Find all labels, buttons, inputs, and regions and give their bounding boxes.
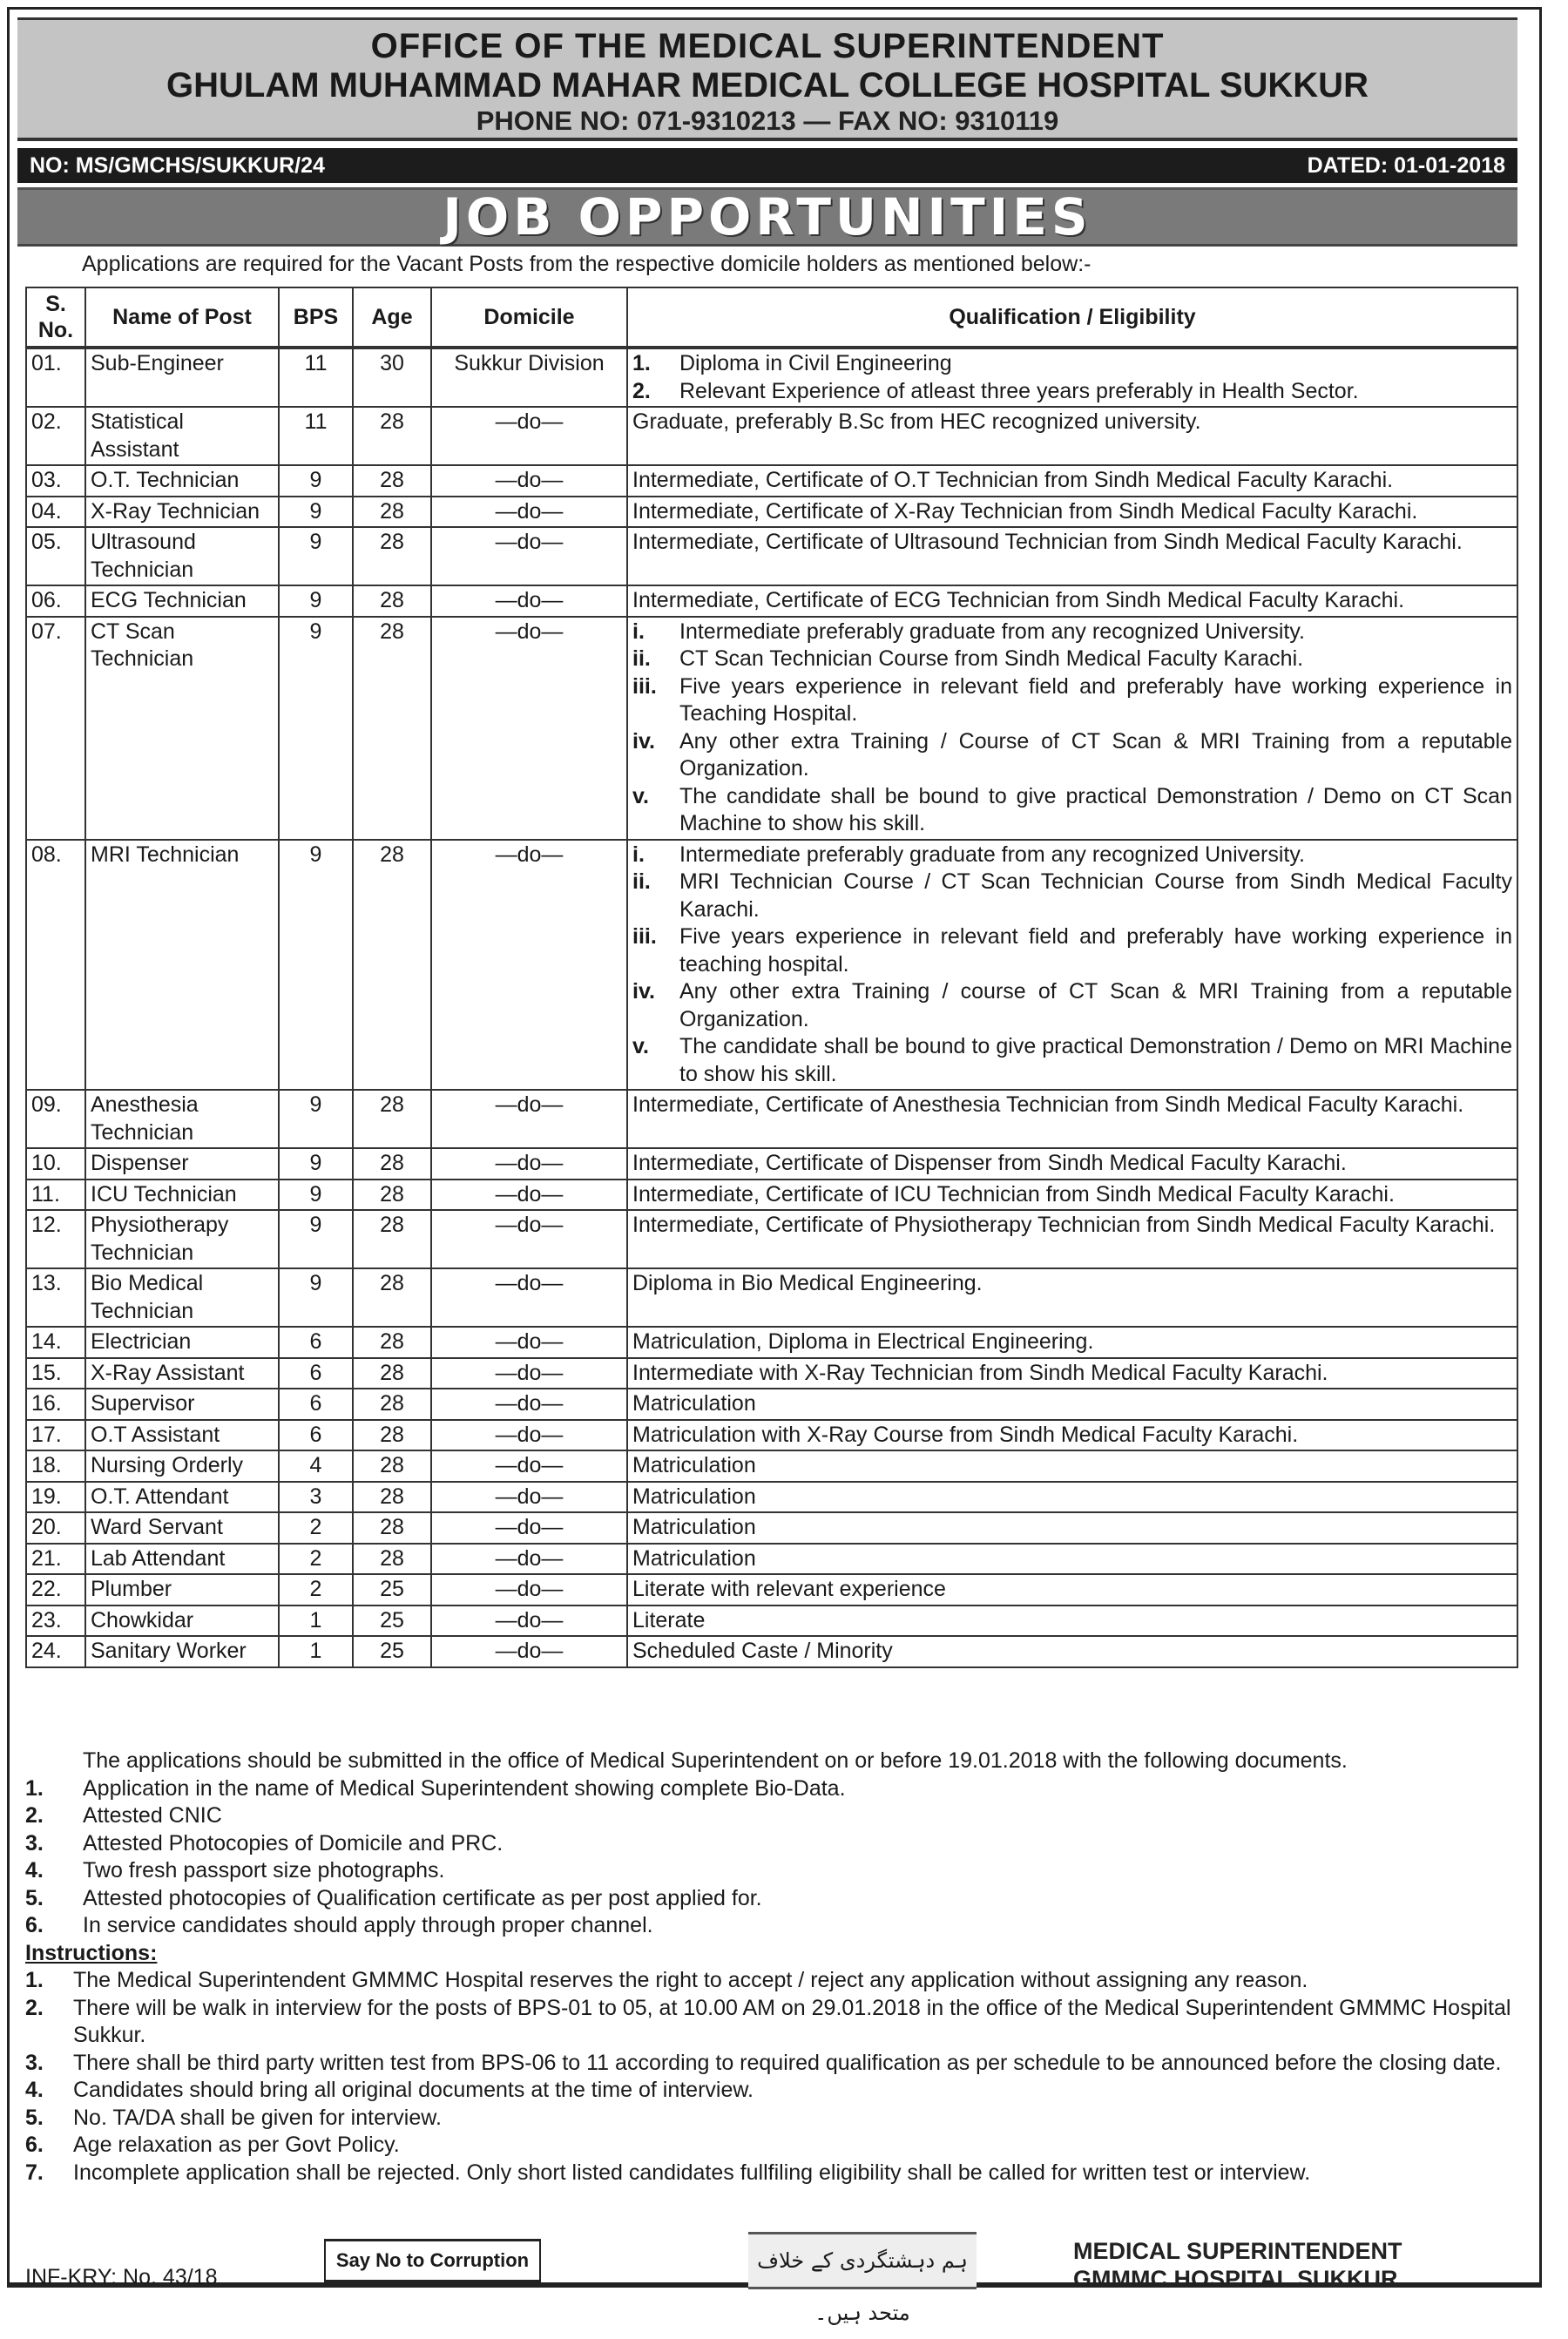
table-row [26,1420,1517,1451]
list-item [25,1830,1524,1858]
table-row [26,617,1517,840]
cell-qualification: Matriculation [627,1389,1517,1420]
list-item [25,2105,1524,2133]
cell-bps: 2 [279,1512,353,1544]
list-number: 3. [25,2050,44,2075]
list-text: Application in the name of Medical Superintendent showing complete Bio-Data. [83,1775,846,1801]
list-text: There shall be third party written test from BPS-06 to 11 according to required qualification as per schedule to be announced before the closing date. [73,2050,1502,2075]
table-row [26,1574,1517,1606]
item-text: MRI Technician Course / CT Scan Technician Course from Sindh Medical Faculty Karachi. [679,869,1512,922]
cell-bps: 9 [279,1148,353,1180]
cell-qualification [627,617,1517,840]
cell-sno: 15. [26,1358,85,1389]
cell-post: Chowkidar [85,1606,279,1637]
table-row [26,1148,1517,1180]
cell-age: 28 [353,1358,431,1389]
say-no-to-corruption-badge: Say No to Corruption [324,2239,541,2282]
cell-age: 28 [353,585,431,617]
table-row [26,1450,1517,1482]
cell-sno: 12. [26,1210,85,1268]
item-text: Any other extra Training / Course of CT Scan & MRI Training from a reputable Organization. [679,728,1512,781]
cell-domicile: —do— [431,1327,627,1358]
list-number: 5. [25,1885,44,1910]
cell-post: Nursing Orderly [85,1450,279,1482]
office-title: OFFICE OF THE MEDICAL SUPERINTENDENT [370,27,1165,65]
list-item [25,2077,1524,2105]
list-number: 2. [25,1803,44,1828]
cell-bps: 6 [279,1420,353,1451]
cell-domicile: —do— [431,407,627,465]
cell-age: 28 [353,1090,431,1148]
table-row [26,1389,1517,1420]
cell-domicile: —do— [431,1482,627,1513]
item-marker: iv. [632,979,655,1004]
cell-post: MRI Technician [85,840,279,1091]
table-row [26,497,1517,528]
signatory [1073,2237,1402,2293]
cell-bps: 11 [279,348,353,407]
cell-qualification: Scheduled Caste / Minority [627,1636,1517,1667]
urdu-slogan-badge: ہم دہشتگردی کے خلاف متحد ہیں۔ [748,2232,977,2289]
cell-domicile: Sukkur Division [431,348,627,407]
cell-qualification: Intermediate, Certificate of Dispenser from Sindh Medical Faculty Karachi. [627,1148,1517,1180]
list-item [25,1857,1524,1885]
cell-sno: 24. [26,1636,85,1667]
cell-post: Statistical Assistant [85,407,279,465]
page-title: JOB OPPORTUNITIES [443,187,1092,247]
item-marker: i. [632,619,645,644]
cell-age: 25 [353,1606,431,1637]
contact-line: PHONE NO: 071-9310213 — FAX NO: 9310119 [476,105,1059,136]
table-row [26,1090,1517,1148]
item-marker: ii. [632,646,651,671]
cell-sno: 06. [26,585,85,617]
header-post: Name of Post [85,287,279,348]
cell-post: X-Ray Technician [85,497,279,528]
list-text: Attested photocopies of Qualification certificate as per post applied for. [83,1885,762,1910]
cell-bps: 2 [279,1574,353,1606]
cell-qualification [627,840,1517,1091]
list-number: 1. [25,1775,44,1801]
table-row [26,1544,1517,1575]
cell-qualification: Intermediate with X-Ray Technician from Sindh Medical Faculty Karachi. [627,1358,1517,1389]
table-row [26,1327,1517,1358]
cell-age: 28 [353,1420,431,1451]
cell-post: O.T Assistant [85,1420,279,1451]
cell-post: Dispenser [85,1148,279,1180]
cell-domicile: —do— [431,1420,627,1451]
cell-age: 25 [353,1574,431,1606]
list-text: Attested CNIC [83,1803,222,1828]
cell-post: Ward Servant [85,1512,279,1544]
item-marker: ii. [632,869,651,894]
cell-bps: 9 [279,840,353,1091]
list-text: In service candidates should apply through proper channel. [83,1913,653,1937]
cell-bps: 9 [279,585,353,617]
cell-bps: 9 [279,527,353,585]
intro-text: Applications are required for the Vacant Posts from the respective domicile holders as mentioned below:- [82,252,1092,276]
list-number: 6. [25,2133,44,2157]
cell-qualification [627,348,1517,407]
qualification-item [632,923,1512,978]
list-text: Two fresh passport size photographs. [83,1858,445,1883]
list-item [25,1885,1524,1913]
item-marker: v. [632,1034,649,1058]
cell-bps: 9 [279,1180,353,1211]
cell-age: 28 [353,1482,431,1513]
list-number: 1. [25,1968,44,1992]
cell-bps: 6 [279,1358,353,1389]
cell-sno: 02. [26,407,85,465]
cell-domicile: —do— [431,1636,627,1667]
cell-domicile: —do— [431,1450,627,1482]
cell-age: 28 [353,407,431,465]
cell-qualification: Intermediate, Certificate of X-Ray Technician from Sindh Medical Faculty Karachi. [627,497,1517,528]
cell-sno: 04. [26,497,85,528]
item-text: Intermediate preferably graduate from any recognized University. [679,619,1305,644]
cell-post: Supervisor [85,1389,279,1420]
list-text: No. TA/DA shall be given for interview. [73,2105,442,2130]
hospital-name: GHULAM MUHAMMAD MAHAR MEDICAL COLLEGE HOSPITAL SUKKUR [166,66,1369,105]
list-number: 7. [25,2160,44,2185]
table-row [26,1482,1517,1513]
cell-bps: 2 [279,1544,353,1575]
cell-sno: 09. [26,1090,85,1148]
table-row [26,1358,1517,1389]
cell-domicile: —do— [431,1090,627,1148]
office-header [17,17,1517,141]
cell-qualification: Matriculation [627,1482,1517,1513]
qualification-item [632,350,1512,378]
list-item [25,1775,1524,1803]
list-number: 4. [25,2078,44,2102]
cell-sno: 16. [26,1389,85,1420]
cell-post: Lab Attendant [85,1544,279,1575]
list-number: 4. [25,1858,44,1883]
qualification-item [632,783,1512,838]
cell-domicile: —do— [431,527,627,585]
cell-bps: 9 [279,1268,353,1327]
cell-sno: 17. [26,1420,85,1451]
item-marker: iii. [632,924,657,949]
cell-qualification: Matriculation [627,1450,1517,1482]
cell-post: Ultrasound Technician [85,527,279,585]
cell-post: Anesthesia Technician [85,1090,279,1148]
cell-post: Sanitary Worker [85,1636,279,1667]
cell-sno: 18. [26,1450,85,1482]
cell-sno: 20. [26,1512,85,1544]
table-row [26,585,1517,617]
list-number: 2. [25,1995,44,2020]
cell-age: 28 [353,1450,431,1482]
header-sno: S. No. [26,287,85,348]
cell-post: Electrician [85,1327,279,1358]
list-item [25,1802,1524,1830]
table-header-row [26,287,1517,348]
item-text: CT Scan Technician Course from Sindh Medical Faculty Karachi. [679,646,1304,671]
cell-bps: 11 [279,407,353,465]
qualification-item [632,619,1512,646]
reference-bar [17,148,1517,183]
cell-age: 28 [353,617,431,840]
item-text: The candidate shall be bound to give practical Demonstration / Demo on MRI Machine to show his skill. [679,1034,1512,1086]
item-marker: 2. [632,378,651,403]
item-marker: i. [632,842,645,867]
table-row [26,840,1517,1091]
reference-number: NO: MS/GMCHS/SUKKUR/24 [30,153,325,178]
cell-sno: 11. [26,1180,85,1211]
cell-domicile: —do— [431,585,627,617]
table-row [26,1512,1517,1544]
cell-domicile: —do— [431,497,627,528]
item-marker: iii. [632,673,657,699]
list-number: 3. [25,1830,44,1856]
cell-age: 28 [353,465,431,497]
header-bps: BPS [279,287,353,348]
footer [25,2238,1524,2325]
cell-domicile: —do— [431,617,627,840]
documents-list [25,1775,1524,1940]
cell-domicile: —do— [431,1210,627,1268]
cell-qualification: Matriculation with X-Ray Course from Sindh Medical Faculty Karachi. [627,1420,1517,1451]
cell-age: 25 [353,1636,431,1667]
table-row [26,1606,1517,1637]
cell-age: 28 [353,1327,431,1358]
list-item [25,1995,1524,2050]
cell-bps: 6 [279,1389,353,1420]
item-text: Diploma in Civil Engineering [679,351,952,375]
cell-domicile: —do— [431,1606,627,1637]
list-item [25,1967,1524,1995]
cell-sno: 14. [26,1327,85,1358]
cell-sno: 08. [26,840,85,1091]
list-text: Age relaxation as per Govt Policy. [73,2133,400,2157]
qualification-item [632,842,1512,869]
cell-post: O.T. Technician [85,465,279,497]
cell-sno: 21. [26,1544,85,1575]
cell-domicile: —do— [431,1512,627,1544]
instructions-heading: Instructions: [25,1940,158,1965]
list-number: 6. [25,1913,44,1937]
cell-domicile: —do— [431,1574,627,1606]
cell-domicile: —do— [431,465,627,497]
signatory-office: GMMMC HOSPITAL SUKKUR [1073,2266,1398,2292]
list-item [25,1912,1524,1940]
table-row [26,1180,1517,1211]
cell-sno: 01. [26,348,85,407]
item-text: The candidate shall be bound to give practical Demonstration / Demo on CT Scan Machine to show his skill. [679,783,1512,835]
cell-domicile: —do— [431,1544,627,1575]
list-item [25,2050,1524,2078]
cell-sno: 23. [26,1606,85,1637]
item-text: Five years experience in relevant field and preferably have working experience in teaching hospital. [679,924,1512,977]
reference-date: DATED: 01-01-2018 [1307,153,1505,178]
qualification-item [632,728,1512,783]
cell-qualification: Intermediate, Certificate of O.T Technician from Sindh Medical Faculty Karachi. [627,465,1517,497]
cell-bps: 1 [279,1636,353,1667]
table-row [26,1210,1517,1268]
cell-bps: 9 [279,617,353,840]
table-row [26,1636,1517,1667]
cell-post: Bio Medical Technician [85,1268,279,1327]
cell-domicile: —do— [431,1389,627,1420]
list-item [25,2132,1524,2160]
list-number: 5. [25,2105,44,2130]
cell-bps: 3 [279,1482,353,1513]
cell-bps: 6 [279,1327,353,1358]
item-text: Five years experience in relevant field and preferably have working experience in Teaching Hospital. [679,673,1512,726]
instructions-list [25,1967,1524,2187]
cell-sno: 19. [26,1482,85,1513]
list-text: There will be walk in interview for the posts of BPS-01 to 05, at 10.00 AM on 29.01.2018 in the office of the Medical Superintendent GMMMC Hospital Sukkur. [73,1995,1511,2047]
cell-bps: 9 [279,497,353,528]
cell-bps: 9 [279,1210,353,1268]
cell-qualification: Intermediate, Certificate of ECG Technician from Sindh Medical Faculty Karachi. [627,585,1517,617]
cell-age: 28 [353,1544,431,1575]
cell-sno: 05. [26,527,85,585]
cell-bps: 4 [279,1450,353,1482]
cell-age: 28 [353,1210,431,1268]
signatory-title: MEDICAL SUPERINTENDENT [1073,2238,1402,2264]
cell-post: CT Scan Technician [85,617,279,840]
cell-qualification: Matriculation [627,1544,1517,1575]
cell-sno: 03. [26,465,85,497]
qualification-item [632,673,1512,728]
list-text: The Medical Superintendent GMMMC Hospital reserves the right to accept / reject any application without assigning any reason. [73,1968,1308,1992]
qualification-item [632,869,1512,923]
qualification-item [632,646,1512,673]
cell-post: Sub-Engineer [85,348,279,407]
cell-qualification: Intermediate, Certificate of Physiotherapy Technician from Sindh Medical Faculty Karachi. [627,1210,1517,1268]
cell-domicile: —do— [431,840,627,1091]
cell-bps: 9 [279,465,353,497]
cell-bps: 1 [279,1606,353,1637]
cell-bps: 9 [279,1090,353,1148]
cell-age: 28 [353,527,431,585]
cell-post: Physiotherapy Technician [85,1210,279,1268]
cell-age: 28 [353,497,431,528]
item-text: Intermediate preferably graduate from any recognized University. [679,842,1305,867]
cell-age: 28 [353,1512,431,1544]
documents-and-instructions [25,1747,1524,2187]
table-row [26,1268,1517,1327]
cell-sno: 10. [26,1148,85,1180]
documents-intro: The applications should be submitted in the office of Medical Superintendent on or before 19.01.2018 with the following documents. [83,1748,1348,1773]
list-text: Candidates should bring all original documents at the time of interview. [73,2078,754,2102]
cell-qualification: Matriculation, Diploma in Electrical Engineering. [627,1327,1517,1358]
table-row [26,465,1517,497]
cell-sno: 22. [26,1574,85,1606]
cell-age: 30 [353,348,431,407]
cell-qualification: Intermediate, Certificate of Anesthesia Technician from Sindh Medical Faculty Karachi. [627,1090,1517,1148]
cell-post: O.T. Attendant [85,1482,279,1513]
list-text: Incomplete application shall be rejected. Only short listed candidates fullfiling eligibility shall be called for written test or interview. [73,2160,1311,2185]
item-text: Any other extra Training / course of CT Scan & MRI Training from a reputable Organization. [679,979,1512,1031]
item-marker: v. [632,783,649,808]
cell-qualification: Literate with relevant experience [627,1574,1517,1606]
qualification-item [632,378,1512,406]
cell-qualification: Matriculation [627,1512,1517,1544]
cell-sno: 13. [26,1268,85,1327]
table-row [26,407,1517,465]
cell-domicile: —do— [431,1268,627,1327]
cell-qualification: Literate [627,1606,1517,1637]
list-item [25,2160,1524,2187]
cell-age: 28 [353,1148,431,1180]
cell-age: 28 [353,1180,431,1211]
qualification-item [632,1033,1512,1088]
cell-qualification: Graduate, preferably B.Sc from HEC recognized university. [627,407,1517,465]
cell-domicile: —do— [431,1358,627,1389]
cell-domicile: —do— [431,1180,627,1211]
cell-qualification: Intermediate, Certificate of Ultrasound Technician from Sindh Medical Faculty Karachi. [627,527,1517,585]
inf-number: INF-KRY: No. 43/18 [25,2265,218,2289]
cell-age: 28 [353,840,431,1091]
item-marker: 1. [632,351,651,375]
cell-age: 28 [353,1268,431,1327]
cell-qualification: Diploma in Bio Medical Engineering. [627,1268,1517,1327]
cell-post: X-Ray Assistant [85,1358,279,1389]
cell-post: ECG Technician [85,585,279,617]
cell-post: Plumber [85,1574,279,1606]
cell-age: 28 [353,1389,431,1420]
header-domicile: Domicile [431,287,627,348]
title-banner [17,187,1517,247]
header-age: Age [353,287,431,348]
vacancy-table [25,287,1518,1668]
list-text: Attested Photocopies of Domicile and PRC. [83,1830,504,1856]
header-qualification: Qualification / Eligibility [627,287,1517,348]
cell-post: ICU Technician [85,1180,279,1211]
cell-sno: 07. [26,617,85,840]
item-marker: iv. [632,728,655,754]
cell-domicile: —do— [431,1148,627,1180]
item-text: Relevant Experience of atleast three years preferably in Health Sector. [679,378,1359,403]
cell-qualification: Intermediate, Certificate of ICU Technician from Sindh Medical Faculty Karachi. [627,1180,1517,1211]
table-row [26,348,1517,407]
table-row [26,527,1517,585]
qualification-item [632,978,1512,1033]
